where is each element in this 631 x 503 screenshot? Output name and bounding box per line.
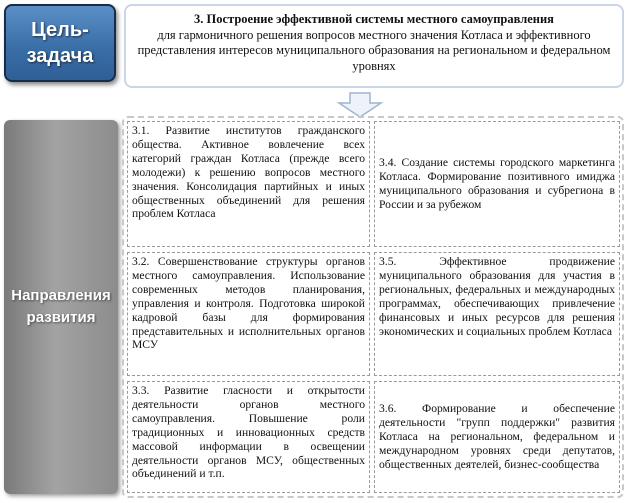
goal-box <box>124 4 624 88</box>
direction-3-1 <box>127 121 370 247</box>
goal-badge-line2: задача <box>26 45 94 67</box>
direction-3-6 <box>374 381 620 493</box>
direction-3-3 <box>127 381 370 493</box>
goal-title: 3. Построение эффективной системы местного самоуправления <box>194 12 554 26</box>
goal-text: для гармоничного решения вопросов местного значения Котласа и эффективного представления интересов муниципального образования на региональном и федеральном уровнях <box>137 27 611 73</box>
direction-3-5 <box>374 252 620 376</box>
direction-3-4-text: 3.4. Создание системы городского маркетинга Котласа. Формирование позитивного имиджа муниципального образования и субрегиона в России и за рубежом <box>379 156 615 211</box>
direction-3-1-text: 3.1. Развитие институтов гражданского общества. Активное вовлечение всех категорий граждан Котласа (прежде всего молодежи) к решению вопросов местного значения. Консолидация партийных и иных общественных объединений для решения проблем Котласа <box>132 124 365 221</box>
direction-3-5-text: 3.5. Эффективное продвижение муниципального образования для участия в региональных, федеральных и международных программах, обеспечивающих привлечение финансовых и иных ресурсов для решения экономических и социальных проблем Котласа <box>379 255 615 338</box>
directions-badge-line1: Направления <box>11 287 111 304</box>
direction-3-3-text: 3.3. Развитие гласности и открытости деятельности органов местного самоуправления. Повышение роли традиционных и инновационных средств массовой информации в освещении деятельности органов МСУ, общественных объединений и т.п. <box>132 384 365 481</box>
directions-badge <box>4 120 118 494</box>
direction-3-4 <box>374 121 620 247</box>
down-arrow-icon <box>336 92 384 118</box>
direction-3-2 <box>127 252 370 376</box>
direction-3-6-text: 3.6. Формирование и обеспечение деятельности "групп поддержки" развития Котласа на региональном, федеральном и международном уровнях среди депутатов, общественных деятелей, бизнес-сообщества <box>379 402 615 471</box>
direction-3-2-text: 3.2. Совершенствование структуры органов местного самоуправления. Использование современных методов планирования, управления и контроля. Подготовка широкой кадровой базы для формирования представительных и исполнительных органов МСУ <box>132 255 365 352</box>
goal-badge <box>4 4 116 82</box>
goal-badge-line1: Цель- <box>31 19 89 41</box>
directions-badge-line2: развития <box>26 309 96 326</box>
